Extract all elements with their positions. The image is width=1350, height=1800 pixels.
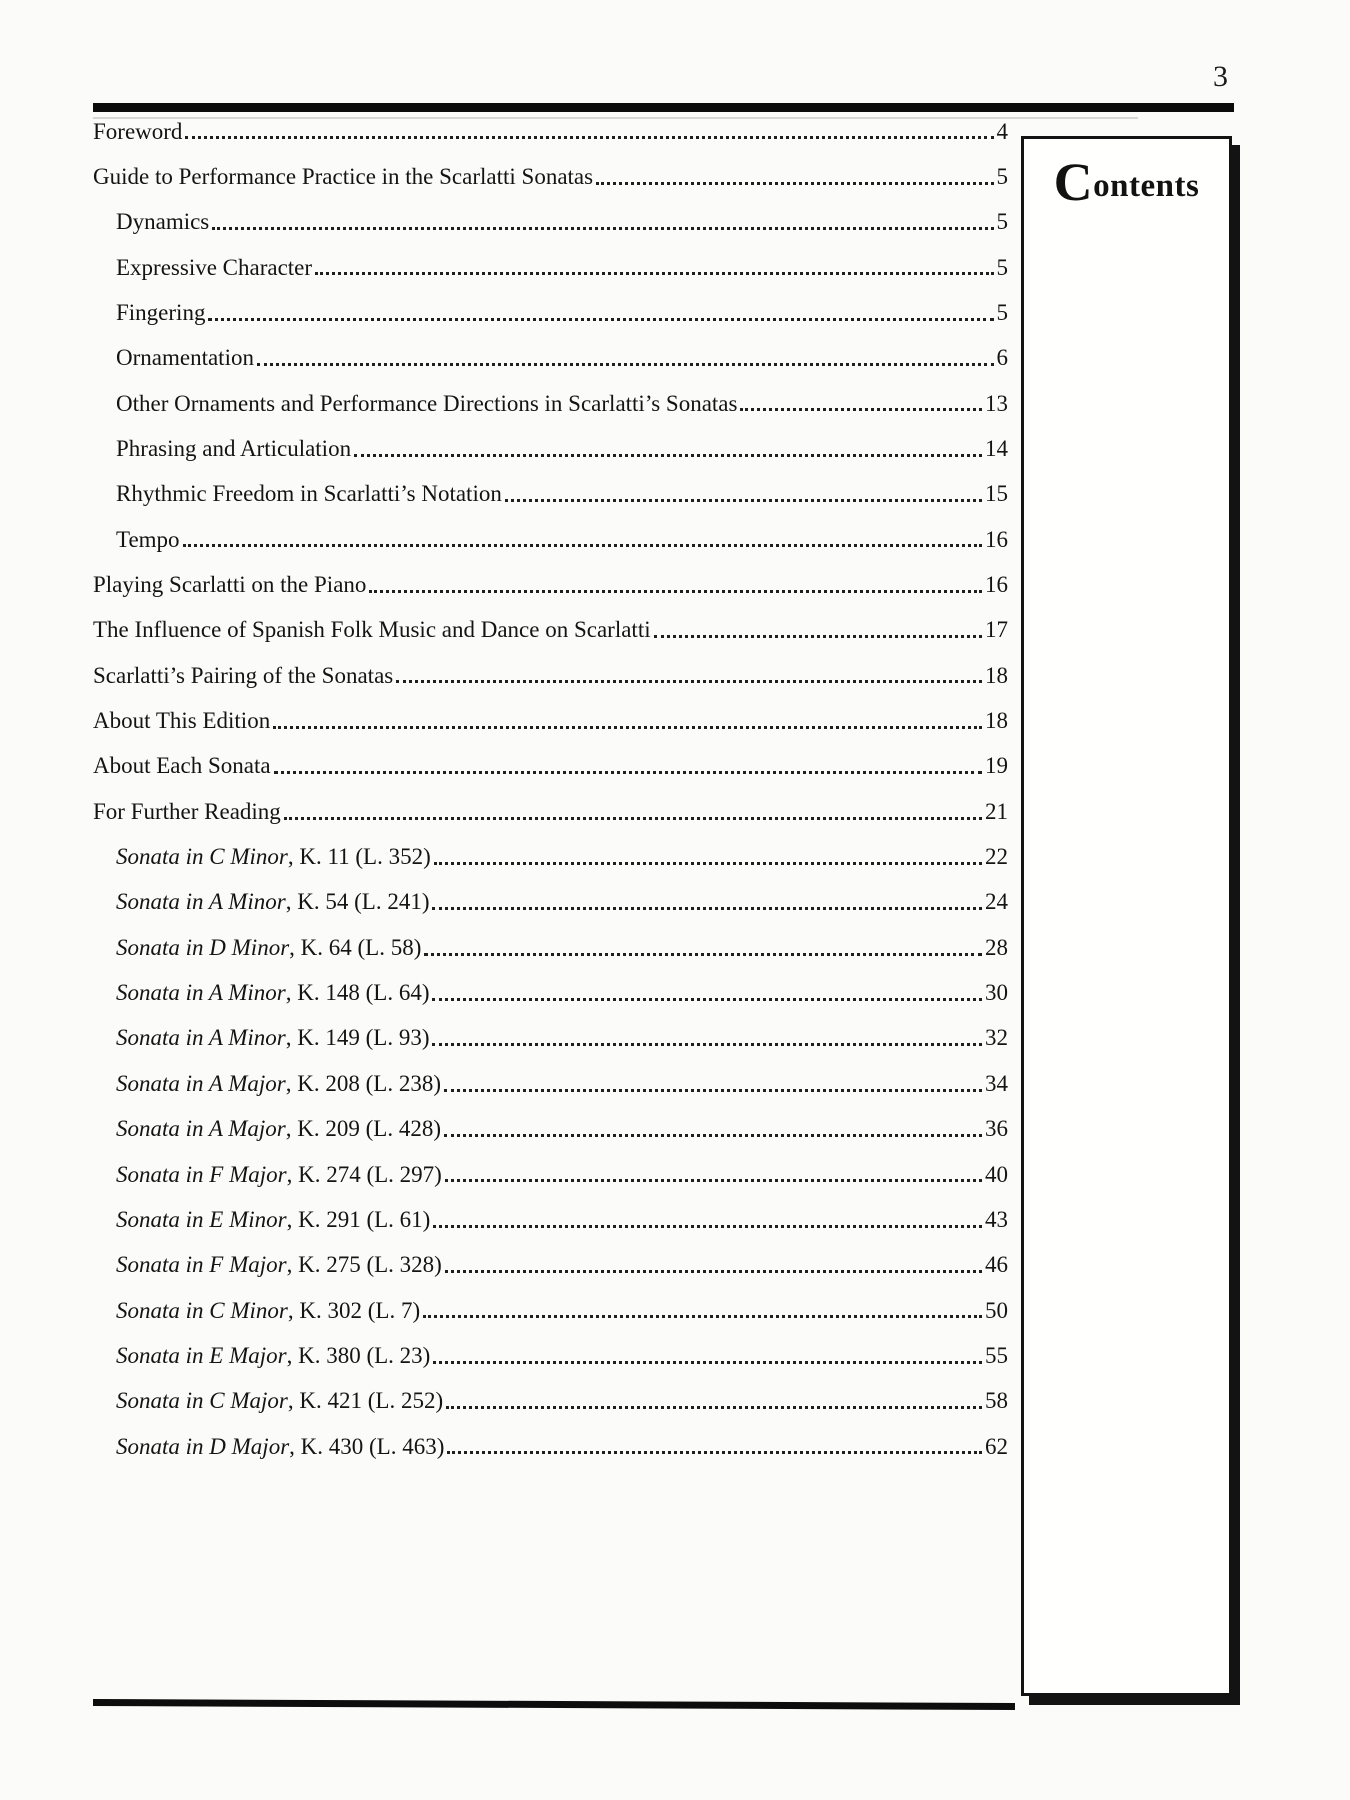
page-number-header: 3 (1213, 60, 1228, 93)
dot-leader (432, 998, 982, 1001)
toc-entry-label: About Each Sonata (93, 753, 271, 779)
toc-entry-title-italic: Sonata in C Minor (116, 844, 288, 870)
toc-entry (93, 1332, 1008, 1377)
contents-sidebar-box (1021, 136, 1232, 1696)
toc-entry-label: Playing Scarlatti on the Piano (93, 572, 367, 598)
toc-entry-label: Sonata in C Major, K. 421 (L. 252) (116, 1388, 444, 1414)
toc-entry (93, 335, 1008, 380)
dot-leader (446, 1406, 982, 1409)
toc-page-number: 5 (996, 163, 1008, 189)
toc-entry (93, 244, 1008, 289)
toc-page-number: 46 (985, 1252, 1008, 1278)
toc-page-number: 5 (996, 299, 1008, 325)
toc-page-number: 5 (996, 254, 1008, 280)
toc-entry-title-italic: Sonata in E Major (116, 1342, 287, 1368)
toc-entry-label: Sonata in D Major, K. 430 (L. 463) (116, 1433, 445, 1459)
toc-page-number: 6 (996, 345, 1008, 371)
dot-leader (654, 635, 982, 638)
toc-entry-label: Foreword (93, 118, 183, 144)
toc-entry-label: Other Ornaments and Performance Directions in Scarlatti’s Sonatas (116, 390, 738, 416)
toc-entry-label: Sonata in F Major, K. 275 (L. 328) (116, 1252, 442, 1278)
toc-page-number: 19 (985, 753, 1008, 779)
toc-entry (93, 380, 1008, 425)
toc-entry-label: Phrasing and Articulation (116, 436, 352, 461)
dot-leader (423, 1315, 982, 1318)
toc-page-number: 24 (985, 889, 1008, 915)
dot-leader (315, 272, 993, 275)
toc-entry-label: Sonata in E Major, K. 380 (L. 23) (116, 1342, 431, 1368)
toc-page-number: 4 (996, 118, 1008, 144)
toc-entry (93, 1378, 1008, 1423)
toc-entry-label: Scarlatti’s Pairing of the Sonatas (93, 662, 394, 688)
toc-page-number: 14 (985, 436, 1008, 461)
toc-entry-label: Sonata in C Minor, K. 302 (L. 7) (116, 1297, 421, 1323)
toc-page-number: 16 (985, 526, 1008, 552)
dot-leader (354, 454, 982, 457)
toc-entry-title-italic: Sonata in F Major (116, 1252, 287, 1278)
toc-entry (93, 1287, 1008, 1332)
dot-leader (424, 953, 982, 956)
toc-page-number: 28 (985, 934, 1008, 960)
contents-title-initial: C (1053, 152, 1094, 212)
toc-entry (93, 607, 1008, 652)
toc-entry-title-italic: Sonata in A Major (116, 1070, 286, 1096)
toc-entry-label: Sonata in E Minor, K. 291 (L. 61) (116, 1206, 431, 1232)
toc-page-number: 18 (985, 708, 1008, 734)
dot-leader (274, 771, 982, 774)
toc-entry (93, 108, 1008, 153)
dot-leader (273, 726, 982, 729)
toc-page-number: 17 (985, 617, 1008, 643)
toc-page-number: 32 (985, 1025, 1008, 1051)
toc-page-number: 30 (985, 980, 1008, 1006)
toc-entry (93, 879, 1008, 924)
toc-entry-label: For Further Reading (93, 798, 281, 824)
toc-entry-label: About This Edition (93, 708, 271, 734)
dot-leader (369, 590, 982, 593)
dot-leader (445, 1270, 982, 1273)
dot-leader (505, 499, 982, 502)
dot-leader (208, 318, 993, 321)
toc-entry-title-italic: Sonata in C Major (116, 1388, 288, 1414)
toc-entry-label: Tempo (116, 526, 180, 552)
toc-entry-label: Sonata in A Minor, K. 149 (L. 93) (116, 1025, 430, 1051)
dot-leader (444, 1134, 982, 1137)
toc-page-number: 62 (985, 1433, 1008, 1459)
toc-entry-label: Rhythmic Freedom in Scarlatti’s Notation (116, 481, 502, 507)
toc-page-number: 22 (985, 844, 1008, 870)
toc-entry-title-italic: Sonata in A Major (116, 1116, 286, 1142)
dot-leader (432, 907, 982, 910)
toc-entry (93, 1015, 1008, 1060)
toc-page-number: 55 (985, 1342, 1008, 1368)
toc-page-number: 58 (985, 1388, 1008, 1414)
toc-entry (93, 1060, 1008, 1105)
dot-leader (432, 1043, 982, 1046)
toc-page-number: 18 (985, 662, 1008, 688)
toc-entry (93, 289, 1008, 334)
toc-entry-title-italic: Sonata in A Minor (116, 980, 286, 1006)
toc-page-number: 16 (985, 572, 1008, 598)
dot-leader (257, 363, 994, 366)
contents-title (1024, 152, 1229, 212)
dot-leader (444, 1089, 982, 1092)
toc-page-number: 13 (985, 390, 1008, 416)
toc-page-number: 50 (985, 1297, 1008, 1323)
toc-entry (93, 1196, 1008, 1241)
toc-page-number: 21 (985, 798, 1008, 824)
toc-entry-label: Sonata in A Major, K. 209 (L. 428) (116, 1116, 441, 1142)
toc-entry-label: Ornamentation (116, 345, 254, 371)
toc-entry (93, 652, 1008, 697)
toc-entry (93, 743, 1008, 788)
toc-entry-title-italic: Sonata in E Minor (116, 1206, 287, 1232)
toc-entry (93, 1106, 1008, 1151)
toc-entry-title-italic: Sonata in F Major (116, 1161, 287, 1187)
toc-entry (93, 1242, 1008, 1287)
toc-page-number: 36 (985, 1116, 1008, 1142)
toc-page-number: 15 (985, 481, 1008, 507)
toc-entry (93, 697, 1008, 742)
toc-entry-label: Sonata in A Minor, K. 54 (L. 241) (116, 889, 430, 915)
toc-entry-label: Sonata in A Minor, K. 148 (L. 64) (116, 980, 430, 1006)
toc-entry-title-italic: Sonata in D Major (116, 1433, 290, 1459)
toc-page-number: 43 (985, 1206, 1008, 1232)
toc-entry (93, 970, 1008, 1015)
toc-entry-label: Dynamics (116, 209, 210, 235)
toc-entry-label: Expressive Character (116, 254, 313, 280)
toc-entry-label: Guide to Performance Practice in the Scarlatti Sonatas (93, 163, 594, 189)
toc-entry (93, 471, 1008, 516)
toc-entry-title-italic: Sonata in D Minor (116, 934, 290, 960)
toc-entry (93, 788, 1008, 833)
dot-leader (596, 182, 993, 185)
bottom-rule (93, 1699, 1015, 1710)
dot-leader (434, 862, 982, 865)
toc-entry-title-italic: Sonata in C Minor (116, 1297, 288, 1323)
dot-leader (396, 680, 982, 683)
dot-leader (445, 1179, 982, 1182)
toc-entry-label: Sonata in C Minor, K. 11 (L. 352) (116, 844, 431, 870)
toc-entry-title-italic: Sonata in A Minor (116, 889, 286, 915)
dot-leader (433, 1361, 982, 1364)
dot-leader (740, 408, 982, 411)
toc-entry (93, 516, 1008, 561)
dot-leader (212, 227, 993, 230)
toc-entry (93, 1151, 1008, 1196)
toc-entry-label: Sonata in D Minor, K. 64 (L. 58) (116, 934, 422, 960)
toc-page-number: 5 (996, 209, 1008, 235)
dot-leader (433, 1225, 982, 1228)
dot-leader (284, 817, 982, 820)
toc-entry (93, 1423, 1008, 1468)
dot-leader (185, 136, 993, 139)
toc-entry-label: The Influence of Spanish Folk Music and Dance on Scarlatti (93, 617, 651, 643)
contents-title-rest: ontents (1093, 168, 1200, 204)
toc-entry-label: Sonata in F Major, K. 274 (L. 297) (116, 1161, 442, 1187)
toc-entry (93, 153, 1008, 198)
toc-entry (93, 199, 1008, 244)
toc-list (93, 108, 1008, 1468)
toc-entry-label: Fingering (116, 299, 206, 325)
toc-page-number: 40 (985, 1161, 1008, 1187)
toc-entry (93, 924, 1008, 969)
toc-entry (93, 425, 1008, 470)
toc-entry (93, 834, 1008, 879)
toc-page-number: 34 (985, 1070, 1008, 1096)
toc-entry-title-italic: Sonata in A Minor (116, 1025, 286, 1051)
toc-entry (93, 561, 1008, 606)
dot-leader (183, 544, 982, 547)
toc-entry-label: Sonata in A Major, K. 208 (L. 238) (116, 1070, 441, 1096)
dot-leader (447, 1451, 982, 1454)
